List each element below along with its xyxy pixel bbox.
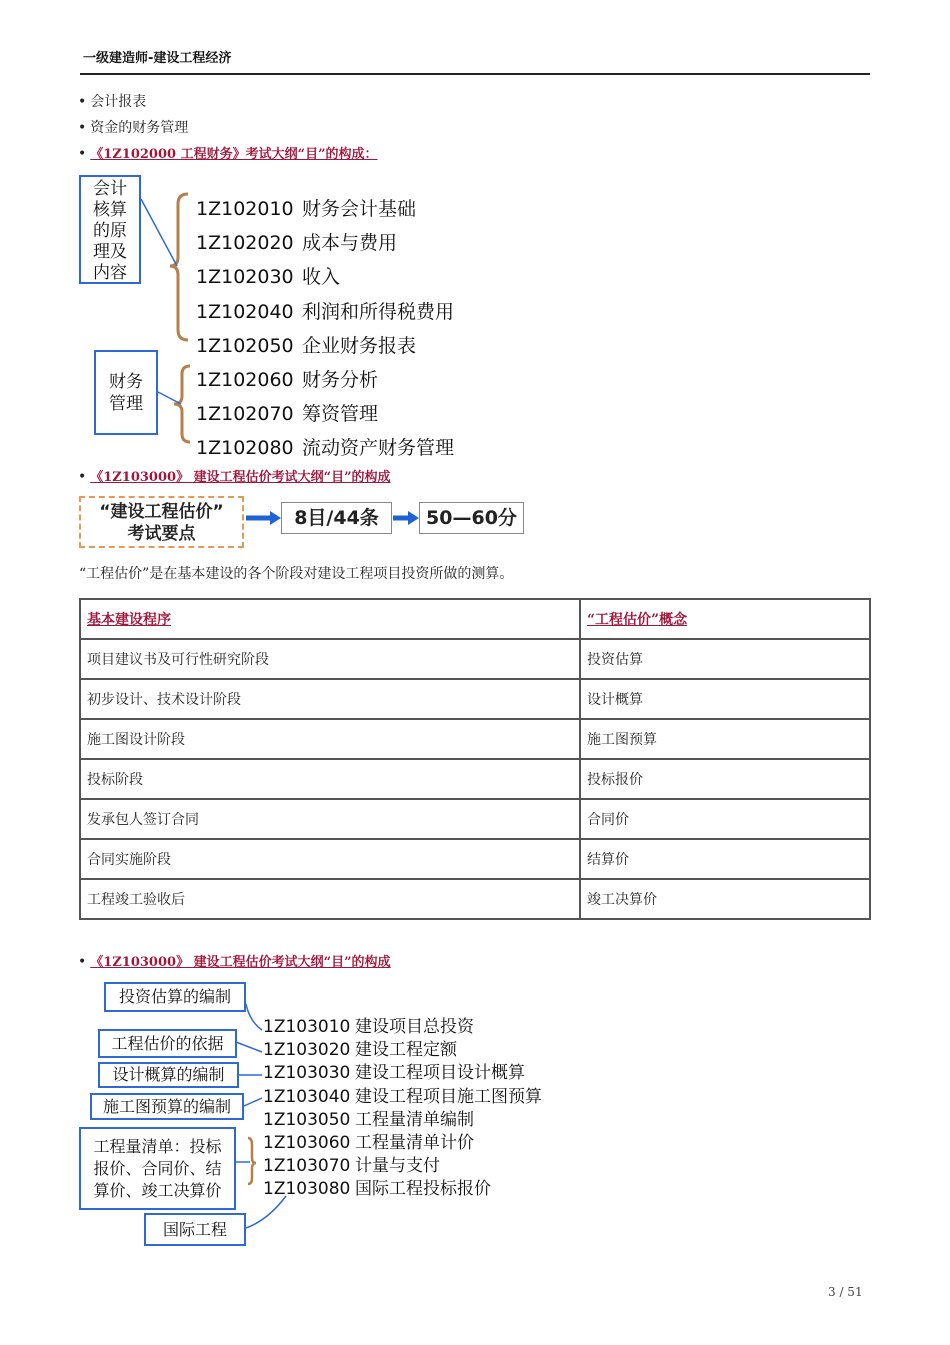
code-number: 1Z102070	[196, 403, 294, 426]
code-title: 建设工程项目施工图预算	[355, 1086, 542, 1107]
table-header-cell: “工程估价”概念	[580, 599, 870, 639]
accounting-box: 会计核算的原理及内容	[79, 175, 141, 284]
finance-box: 财务管理	[94, 350, 158, 435]
label-box: 投资估算的编制	[104, 982, 246, 1012]
table-cell: 结算价	[580, 839, 870, 879]
code-row	[196, 295, 454, 329]
label-box: 工程估价的依据	[98, 1029, 237, 1058]
code-number: 1Z102080	[196, 437, 294, 460]
code-number: 1Z103020	[263, 1040, 351, 1061]
code-number: 1Z102050	[196, 334, 294, 357]
code-row	[196, 192, 454, 226]
code-row	[196, 260, 454, 294]
section1-code-list	[196, 192, 454, 466]
code-row	[263, 1039, 542, 1062]
table-cell: 合同价	[580, 799, 870, 839]
count-box: 8目/44条	[281, 502, 392, 534]
definition-sentence: “工程估价”是在基本建设的各个阶段对建设工程项目投资所做的测算。	[79, 566, 514, 582]
code-number: 1Z103070	[263, 1156, 351, 1177]
arrow-icon	[408, 511, 419, 525]
bullet-text: 资金的财务管理	[90, 120, 189, 136]
code-number: 1Z102040	[196, 300, 294, 323]
label-box: 国际工程	[144, 1213, 246, 1246]
code-number: 1Z102010	[196, 198, 294, 220]
code-row	[263, 1062, 542, 1085]
table-cell: 投资估算	[580, 639, 870, 679]
code-row	[196, 363, 454, 397]
section3-heading-text: 《1Z103000》 建设工程估价考试大纲“目”的构成	[90, 955, 391, 970]
code-number: 1Z103060	[263, 1133, 351, 1154]
label-box: 施工图预算的编制	[90, 1093, 244, 1120]
section3-code-list	[263, 1016, 542, 1202]
code-number: 1Z103030	[263, 1063, 351, 1084]
code-number: 1Z102020	[196, 232, 294, 255]
table-row	[80, 719, 870, 759]
code-row	[263, 1109, 542, 1132]
code-row	[263, 1178, 542, 1201]
estimate-table	[79, 598, 871, 920]
label-box: 工程量清单：投标报价、合同价、结算价、竣工决算价	[79, 1127, 236, 1210]
table-cell: 投标阶段	[80, 759, 580, 799]
connector-line	[158, 392, 181, 404]
code-title: 收入	[302, 266, 341, 289]
table-cell: 工程竣工验收后	[80, 879, 580, 919]
keypoint-box	[79, 496, 244, 548]
code-title: 建设工程定额	[355, 1040, 457, 1061]
bracket-3	[248, 1138, 256, 1184]
code-title: 工程量清单编制	[355, 1109, 474, 1130]
code-row	[263, 1086, 542, 1109]
table-cell: 项目建议书及可行性研究阶段	[80, 639, 580, 679]
table-cell: 设计概算	[580, 679, 870, 719]
keypoint-line: “建设工程估价”	[99, 502, 224, 522]
page-header-title: 一级建造师-建设工程经济	[83, 51, 232, 66]
table-cell: 发承包人签订合同	[80, 799, 580, 839]
code-title: 财务分析	[302, 369, 379, 392]
code-row	[196, 226, 454, 260]
table-cell: 施工图设计阶段	[80, 719, 580, 759]
section1-heading-text: 《1Z102000 工程财务》考试大纲“目”的构成：	[90, 147, 378, 162]
code-title: 计量与支付	[355, 1156, 440, 1177]
code-title: 流动资产财务管理	[302, 437, 455, 460]
code-row	[263, 1132, 542, 1155]
code-row	[196, 431, 454, 465]
code-title: 财务会计基础	[302, 198, 417, 220]
code-title: 筹资管理	[302, 403, 379, 426]
table-row	[80, 879, 870, 919]
bullet-item: • 资金的财务管理	[78, 120, 189, 136]
bracket-2	[174, 366, 190, 442]
code-row	[263, 1016, 542, 1039]
table-cell: 投标报价	[580, 759, 870, 799]
bullet-text: 会计报表	[90, 94, 147, 110]
label-box: 设计概算的编制	[98, 1062, 239, 1088]
code-number: 1Z103010	[263, 1017, 351, 1037]
code-number: 1Z103050	[263, 1109, 351, 1130]
table-cell: 初步设计、技术设计阶段	[80, 679, 580, 719]
bullet-item: • 会计报表	[78, 94, 147, 110]
table-cell: 合同实施阶段	[80, 839, 580, 879]
code-number: 1Z102030	[196, 266, 294, 289]
connector-line	[236, 1042, 262, 1052]
code-number: 1Z103080	[263, 1179, 351, 1200]
section2-heading: • 《1Z103000》 建设工程估价考试大纲“目”的构成	[78, 469, 391, 485]
section3-heading: • 《1Z103000》 建设工程估价考试大纲“目”的构成	[78, 954, 391, 970]
arrow-icon	[270, 511, 281, 525]
code-title: 企业财务报表	[302, 334, 417, 357]
code-title: 国际工程投标报价	[355, 1179, 491, 1200]
connector-line	[244, 1098, 262, 1106]
code-number: 1Z103040	[263, 1086, 351, 1107]
section2-heading-text: 《1Z103000》 建设工程估价考试大纲“目”的构成	[90, 470, 391, 485]
table-header-cell: 基本建设程序	[80, 599, 580, 639]
code-title: 利润和所得税费用	[302, 300, 455, 323]
table-header-row	[80, 599, 870, 639]
code-title: 建设项目总投资	[355, 1017, 474, 1037]
keypoint-line: 考试要点	[127, 524, 196, 544]
code-title: 工程量清单计价	[355, 1133, 474, 1154]
code-title: 建设工程项目设计概算	[355, 1063, 525, 1084]
code-row	[196, 397, 454, 431]
connector-line	[141, 199, 177, 266]
table-cell: 施工图预算	[580, 719, 870, 759]
code-row	[263, 1155, 542, 1178]
code-row	[196, 329, 454, 363]
table-cell: 竣工决算价	[580, 879, 870, 919]
table-row	[80, 839, 870, 879]
table-row	[80, 759, 870, 799]
connector-line	[246, 1004, 262, 1030]
code-number: 1Z102060	[196, 369, 294, 392]
score-box: 50—60分	[419, 502, 524, 534]
bracket-1	[170, 194, 188, 340]
table-row	[80, 799, 870, 839]
page-number: 3 / 51	[828, 1285, 863, 1299]
table-row	[80, 679, 870, 719]
code-title: 成本与费用	[302, 232, 398, 255]
section1-heading: • 《1Z102000 工程财务》考试大纲“目”的构成：	[78, 146, 378, 162]
table-row	[80, 639, 870, 679]
